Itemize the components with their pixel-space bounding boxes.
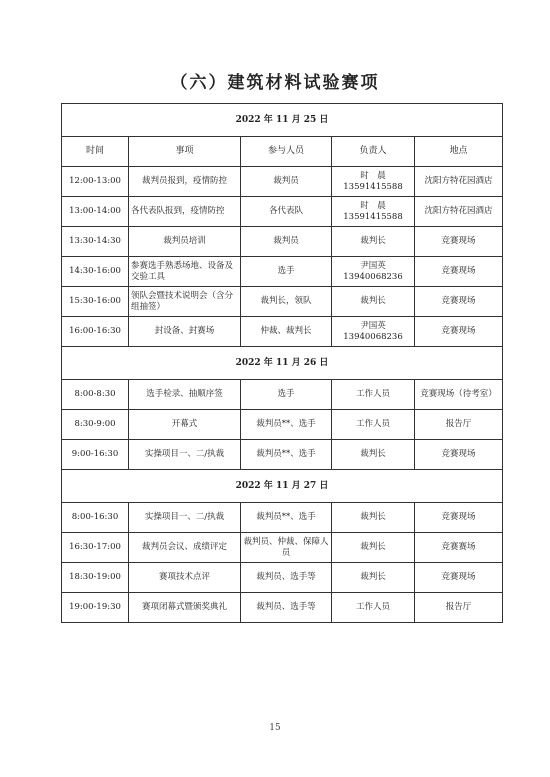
schedule-table [61,103,503,623]
table-cell: 工作人员 [332,380,415,410]
table-row [62,410,503,440]
table-cell: 裁判员报到，疫情防控 [129,167,241,197]
table-cell: 竞赛现场 [415,440,503,470]
table-cell: 8:00-16:30 [62,503,129,533]
date-cell: 2022 年 11 月 26 日 [62,347,503,380]
table-cell: 裁判长 [332,440,415,470]
table-cell: 裁判长 [332,533,415,563]
table-cell: 尹国英 13940068236 [332,317,415,347]
table-cell: 12:00-13:00 [62,167,129,197]
table-cell: 13:30-14:30 [62,227,129,257]
table-cell: 竞赛现场 [415,227,503,257]
table-cell: 时 晨 13591415588 [332,197,415,227]
table-row [62,257,503,287]
table-cell: 竞赛现场 [415,503,503,533]
table-row [62,440,503,470]
schedule-table-body [62,104,503,623]
table-cell: 选手检录、抽顺序签 [129,380,241,410]
table-cell: 竞赛现场（待考室） [415,380,503,410]
table-cell: 竞赛赛场 [415,533,503,563]
table-cell: 19:00-19:30 [62,593,129,623]
table-cell: 实操项目一、二/执裁 [129,503,241,533]
date-cell: 2022 年 11 月 25 日 [62,104,503,137]
table-cell: 开幕式 [129,410,241,440]
table-cell: 各代表队 [241,197,332,227]
table-cell: 竞赛现场 [415,563,503,593]
table-cell: 18:30-19:00 [62,563,129,593]
table-cell: 裁判员**、选手 [241,503,332,533]
table-row [62,533,503,563]
table-cell: 赛项技术点评 [129,563,241,593]
table-row [62,380,503,410]
table-cell: 沈阳方特花园酒店 [415,167,503,197]
table-cell: 裁判员**、选手 [241,410,332,440]
column-header: 事项 [129,137,241,167]
table-cell: 13:00-14:00 [62,197,129,227]
table-cell: 报告厅 [415,593,503,623]
column-header: 时间 [62,137,129,167]
table-cell: 15:30-16:00 [62,287,129,317]
table-cell: 实操项目一、二/执裁 [129,440,241,470]
table-cell: 工作人员 [332,593,415,623]
table-row [62,197,503,227]
table-cell: 裁判长 [332,503,415,533]
table-cell: 9:00-16:30 [62,440,129,470]
table-cell: 时 晨 13591415588 [332,167,415,197]
table-cell: 参赛选手熟悉场地、设备及交验工具 [129,257,241,287]
table-row [62,503,503,533]
table-cell: 赛项闭幕式暨颁奖典礼 [129,593,241,623]
table-cell: 裁判员、选手等 [241,563,332,593]
table-cell: 8:00-8:30 [62,380,129,410]
table-cell: 裁判长 [332,563,415,593]
table-row [62,593,503,623]
table-cell: 裁判员 [241,167,332,197]
table-cell: 裁判员培训 [129,227,241,257]
table-cell: 裁判员**、选手 [241,440,332,470]
page-number: 15 [269,723,281,733]
date-row [62,470,503,503]
table-cell: 14:30-16:00 [62,257,129,287]
table-cell: 报告厅 [415,410,503,440]
table-cell: 工作人员 [332,410,415,440]
table-cell: 封设备、封赛场 [129,317,241,347]
table-cell: 裁判长 [332,227,415,257]
table-cell: 选手 [241,380,332,410]
table-cell: 尹国英 13940068236 [332,257,415,287]
column-header: 负责人 [332,137,415,167]
table-cell: 裁判员 [241,227,332,257]
table-cell: 裁判长 [332,287,415,317]
date-row [62,347,503,380]
table-cell: 沈阳方特花园酒店 [415,197,503,227]
table-cell: 竞赛现场 [415,317,503,347]
column-header: 参与人员 [241,137,332,167]
table-cell: 仲裁、裁判长 [241,317,332,347]
table-cell: 选手 [241,257,332,287]
table-cell: 领队会暨技术说明会（含分组抽签） [129,287,241,317]
table-cell: 16:30-17:00 [62,533,129,563]
table-cell: 裁判员会议、成绩评定 [129,533,241,563]
table-row [62,287,503,317]
table-row [62,317,503,347]
page-title: （六）建筑材料试验赛项 [170,73,380,93]
column-header: 地点 [415,137,503,167]
header-row [62,137,503,167]
table-cell: 16:00-16:30 [62,317,129,347]
date-cell: 2022 年 11 月 27 日 [62,470,503,503]
table-cell: 裁判员、选手等 [241,593,332,623]
table-cell: 竞赛现场 [415,257,503,287]
table-cell: 裁判长，领队 [241,287,332,317]
table-cell: 裁判员、仲裁、保障人员 [241,533,332,563]
table-row [62,563,503,593]
date-row [62,104,503,137]
table-row [62,227,503,257]
table-row [62,167,503,197]
table-cell: 各代表队报到，疫情防控 [129,197,241,227]
table-cell: 竞赛现场 [415,287,503,317]
table-cell: 8:30-9:00 [62,410,129,440]
